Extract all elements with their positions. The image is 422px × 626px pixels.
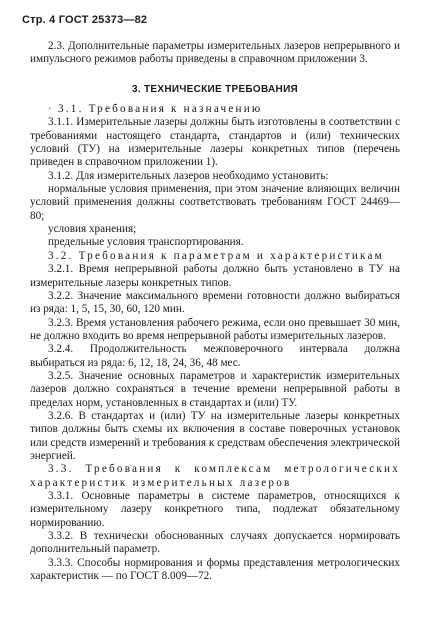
subsection-3-1	[30, 103, 400, 116]
paragraph-3-3-1: 3.3.1. Основные параметры в системе параметров, относящихся к измерительному лазеру конкретного типа, подлежат обязательному нормированию.	[30, 490, 400, 529]
subsection-3-1-title: 3.1. Требования к назначению	[58, 103, 263, 116]
paragraph-3-2-3: 3.2.3. Время установления рабочего режима, если оно превышает 30 мин, не должно входить во время непрерывной работы измерительных лазеров.	[30, 316, 400, 342]
subsection-3-3-title: 3.3. Требования к комплексам метрологических характеристик измерительных лазеров	[30, 463, 400, 489]
paragraph-3-1-2-c: предельные условия транспортирования.	[48, 236, 244, 249]
subsection-3-2-title: 3.2. Требования к параметрам и характеристикам	[48, 249, 384, 262]
paragraph-3-2-2: 3.2.2. Значение максимального времени готовности должно выбираться из ряда: 1, 5, 15, 30, 60, 120 мин.	[30, 289, 400, 316]
document-body	[30, 40, 400, 583]
margin-mark: ·	[48, 103, 52, 116]
page-header: Стр. 4 ГОСТ 25373—82	[22, 14, 148, 26]
paragraph-3-1-2-a: нормальные условия применения, при этом значение влияющих величин условий применения должны соответствовать требованиям ГОСТ 24469—80;	[30, 183, 400, 222]
paragraph-3-1-1: 3.1.1. Измерительные лазеры должны быть изготовлены в соответствии с требованиями настоящего стандарта, стандартов и (или) технических условий (ТУ) на измерительные лазеры конкретных типов (перечень приведен в справочном приложении 1).	[30, 116, 400, 169]
paragraph-3-3-3: 3.3.3. Способы нормирования и формы представления метрологических характеристик — по ГОСТ 8.009—72.	[30, 556, 400, 583]
paragraph-3-3-2: 3.3.2. В технически обоснованных случаях допускается нормировать дополнительный параметр.	[30, 530, 400, 556]
paragraph-3-2-4: 3.2.4. Продолжительность межповерочного интервала должна выбираться из ряда: 6, 12, 18, 24, 36, 48 мес.	[30, 343, 400, 369]
paragraph-3-1-2-b: условия хранения;	[48, 223, 137, 236]
paragraph-3-2-6: 3.2.6. В стандартах и (или) ТУ на измерительные лазеры конкретных типов должны быть схемы их включения в составе поверочных установок или средств измерений и требования к средствам обеспечения электрической энергией.	[30, 409, 400, 462]
paragraph-2-3: 2.3. Дополнительные параметры измерительных лазеров непрерывного и импульсного режимов работы приведены в справочном приложении 3.	[30, 40, 400, 66]
paragraph-3-2-1: 3.2.1. Время непрерывной работы должно быть установлено в ТУ на измерительные лазеры конкретных типов.	[30, 263, 400, 289]
paragraph-3-2-5: 3.2.5. Значение основных параметров и характеристик измерительных лазеров должно сохраняться в течение времени непрерывной работы в пределах норм, установленных в стандартах и (или) ТУ.	[30, 369, 400, 409]
section-title: 3. ТЕХНИЧЕСКИЕ ТРЕБОВАНИЯ	[131, 83, 299, 95]
paragraph-3-1-2: 3.1.2. Для измерительных лазеров необходимо установить:	[48, 169, 329, 182]
